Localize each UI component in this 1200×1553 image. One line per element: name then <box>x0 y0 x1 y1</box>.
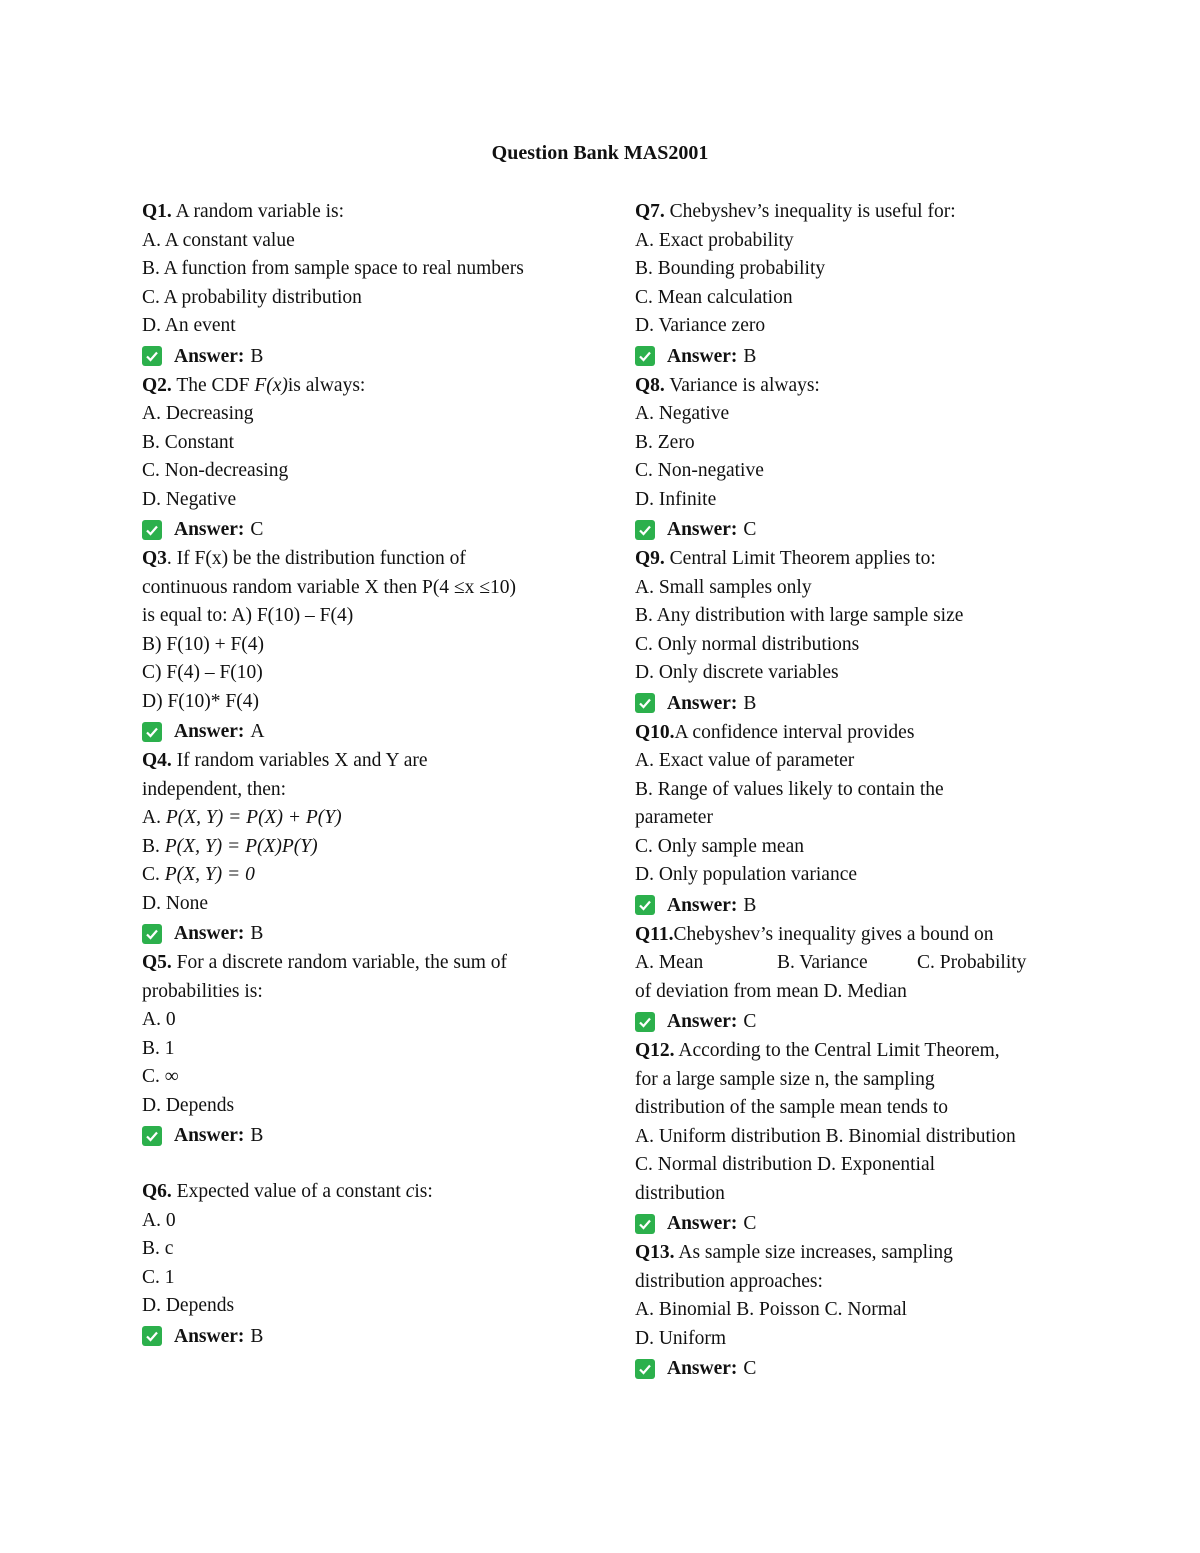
question-text: is equal to: A) F(10) – F(4) <box>142 605 354 626</box>
option-a: A. 0 <box>142 1209 176 1231</box>
check-icon <box>635 693 655 713</box>
option-b: B. Bounding probability <box>635 258 826 279</box>
option-a: A. Decreasing <box>142 403 254 424</box>
option-d: D. None <box>142 892 209 914</box>
question-text: Chebyshev’s inequality gives a bound on <box>673 923 994 945</box>
question-q4 <box>142 747 582 949</box>
question-text: Expected value of a constant <box>176 1181 406 1202</box>
option-c: C. ∞ <box>142 1066 179 1087</box>
question-number: Q12. <box>635 1040 675 1061</box>
option-a: A. Negative <box>635 403 730 424</box>
question-number: Q6. <box>142 1181 172 1202</box>
check-icon <box>142 722 162 742</box>
option-b: B. c <box>142 1238 174 1259</box>
answer-label: Answer: <box>174 923 245 944</box>
question-text: For a discrete random variable, the sum of <box>176 952 507 973</box>
option-a: A. A constant value <box>142 229 295 251</box>
answer-value: B <box>743 692 757 714</box>
answer-label: Answer: <box>667 1358 738 1379</box>
answer-label: Answer: <box>174 345 245 367</box>
question-q6 <box>142 1178 582 1352</box>
answer-value: C <box>743 1011 757 1032</box>
answer-value: B <box>250 345 264 367</box>
option-b: B. Zero <box>635 431 695 453</box>
option-d: D. Variance zero <box>635 315 766 336</box>
question-number: Q11. <box>635 923 674 945</box>
option-c: C. Only normal distributions <box>635 633 860 655</box>
answer-line <box>142 514 582 545</box>
option-c: C. Non-negative <box>635 460 764 481</box>
question-q9 <box>635 545 1075 719</box>
question-text: is always: <box>287 374 366 396</box>
answer-label: Answer: <box>667 345 738 367</box>
answer-line <box>142 341 582 372</box>
question-text: independent, then: <box>142 778 287 800</box>
answer-line <box>635 1208 1075 1239</box>
question-text: Central Limit Theorem applies to: <box>669 548 936 569</box>
left-column <box>142 198 582 1352</box>
answer-line <box>635 1006 1075 1037</box>
answer-line <box>635 1353 1075 1384</box>
question-number: Q10. <box>635 721 675 743</box>
check-icon <box>142 1126 162 1146</box>
option-c: C. 1 <box>142 1266 175 1288</box>
option-d: D. Infinite <box>635 488 717 510</box>
check-icon <box>635 346 655 366</box>
option-d: D. Negative <box>142 488 237 510</box>
math-expression: P(X, Y) = P(X) + P(Y) <box>165 807 342 828</box>
question-number: Q5. <box>142 952 172 973</box>
option-c: C. A probability distribution <box>142 286 362 308</box>
answer-line <box>635 688 1075 719</box>
options-row <box>635 949 1075 978</box>
question-number: Q2. <box>142 374 172 396</box>
answer-label: Answer: <box>667 894 738 916</box>
check-icon <box>635 895 655 915</box>
check-icon <box>142 520 162 540</box>
option-d: D. Only population variance <box>635 864 858 885</box>
answer-label: Answer: <box>667 692 738 714</box>
question-text: probabilities is: <box>142 980 263 1002</box>
question-q5 <box>142 949 582 1151</box>
math-expression: F(x) <box>254 374 288 396</box>
check-icon <box>635 1214 655 1234</box>
question-q13 <box>635 1239 1075 1384</box>
answer-value: B <box>250 1125 264 1146</box>
question-number: Q8. <box>635 374 665 396</box>
answer-value: C <box>250 519 264 540</box>
option-d: D. Only discrete variables <box>635 662 839 683</box>
page-title: Question Bank MAS2001 <box>491 142 709 164</box>
question-q2 <box>142 372 582 546</box>
question-text: distribution of the sample mean tends to <box>635 1097 949 1118</box>
option-b: B. Variance <box>777 952 868 973</box>
question-number: Q13. <box>635 1242 675 1263</box>
question-number: Q7. <box>635 201 665 222</box>
math-expression: c <box>405 1181 415 1202</box>
answer-value: A <box>250 721 265 742</box>
option-b: B) F(10) + F(4) <box>142 633 265 655</box>
option-a: A. 0 <box>142 1009 176 1030</box>
option-b: B. A function from sample space to real numbers <box>142 258 524 279</box>
answer-line <box>142 918 582 949</box>
check-icon <box>635 1012 655 1032</box>
option-d: D. Depends <box>142 1094 235 1116</box>
answer-label: Answer: <box>667 1213 738 1234</box>
question-text: The CDF <box>176 374 255 396</box>
spacer <box>142 1151 582 1178</box>
question-text: If random variables X and Y are <box>176 750 428 771</box>
option-b: B. 1 <box>142 1037 175 1059</box>
options-line: C. Normal distribution D. Exponential <box>635 1154 936 1175</box>
option-a: A. Small samples only <box>635 576 812 598</box>
question-text: is: <box>414 1181 433 1202</box>
option-c: C. Mean calculation <box>635 286 793 308</box>
option-letter: C. <box>142 864 165 885</box>
answer-line <box>142 1120 582 1151</box>
question-number: Q1. <box>142 201 172 222</box>
check-icon <box>635 1359 655 1379</box>
answer-value: C <box>743 1213 757 1234</box>
question-text: Variance is always: <box>669 374 820 396</box>
answer-value: B <box>250 923 264 944</box>
question-number: Q4. <box>142 750 172 771</box>
answer-label: Answer: <box>667 519 738 540</box>
question-text: for a large sample size n, the sampling <box>635 1068 935 1090</box>
option-c: C) F(4) – F(10) <box>142 662 263 683</box>
check-icon <box>635 520 655 540</box>
option-letter: B. <box>142 835 165 857</box>
check-icon <box>142 924 162 944</box>
options-line: A. Binomial B. Poisson C. Normal <box>635 1299 907 1320</box>
option-letter: A. <box>142 807 166 828</box>
question-q10 <box>635 719 1075 921</box>
option-c: C. Only sample mean <box>635 835 804 857</box>
answer-label: Answer: <box>174 519 245 540</box>
question-number: Q3 <box>142 548 167 569</box>
answer-line <box>635 341 1075 372</box>
option-b <box>142 833 582 862</box>
options-line: distribution <box>635 1182 725 1204</box>
option-a <box>142 804 582 833</box>
option-c <box>142 861 582 890</box>
answer-label: Answer: <box>667 1011 738 1032</box>
question-q3 <box>142 545 582 747</box>
math-expression: P(X, Y) = 0 <box>164 864 255 885</box>
option-a: A. Exact value of parameter <box>635 750 855 771</box>
answer-line <box>142 1321 582 1352</box>
option-b: B. Range of values likely to contain the <box>635 778 944 800</box>
option-a: A. Mean <box>635 952 704 973</box>
option-c: C. Probability <box>917 952 1027 973</box>
question-q8 <box>635 372 1075 546</box>
answer-value: B <box>250 1325 264 1347</box>
option-d: D. An event <box>142 315 236 336</box>
question-text: A random variable is: <box>175 201 345 222</box>
options-line: A. Uniform distribution B. Binomial distribution <box>635 1125 1016 1147</box>
question-text: As sample size increases, sampling <box>678 1242 953 1263</box>
answer-value: C <box>743 519 757 540</box>
question-text: According to the Central Limit Theorem, <box>678 1040 1000 1061</box>
math-expression: P(X, Y) = P(X)P(Y) <box>164 835 318 857</box>
options-line: D. Uniform <box>635 1327 726 1349</box>
option-d: D. Depends <box>142 1295 235 1316</box>
option-c: C. Non-decreasing <box>142 460 289 481</box>
question-q11 <box>635 921 1075 1038</box>
question-text: A confidence interval provides <box>674 721 915 743</box>
answer-label: Answer: <box>174 1125 245 1146</box>
option-b: B. Any distribution with large sample size <box>635 605 964 626</box>
option-text: of deviation from mean D. Median <box>635 980 907 1002</box>
option-a: A. Exact probability <box>635 229 794 251</box>
question-text: continuous random variable X then P(4 ≤x ≤10) <box>142 576 516 598</box>
answer-line <box>635 890 1075 921</box>
question-q12 <box>635 1037 1075 1239</box>
question-text: Chebyshev’s inequality is useful for: <box>669 201 956 222</box>
question-number: Q9. <box>635 548 665 569</box>
answer-value: B <box>743 894 757 916</box>
answer-value: C <box>743 1358 757 1379</box>
question-q7 <box>635 198 1075 372</box>
check-icon <box>142 1326 162 1346</box>
answer-value: B <box>743 345 757 367</box>
question-q1 <box>142 198 582 372</box>
answer-line <box>635 514 1075 545</box>
answer-label: Answer: <box>174 1325 245 1347</box>
option-b: B. Constant <box>142 431 235 453</box>
option-d: D) F(10)* F(4) <box>142 690 259 712</box>
question-text: distribution approaches: <box>635 1270 823 1292</box>
option-b-continued: parameter <box>635 807 713 828</box>
question-text: . If F(x) be the distribution function of <box>166 548 466 569</box>
check-icon <box>142 346 162 366</box>
answer-label: Answer: <box>174 721 245 742</box>
answer-line <box>142 716 582 747</box>
right-column <box>635 198 1075 1384</box>
